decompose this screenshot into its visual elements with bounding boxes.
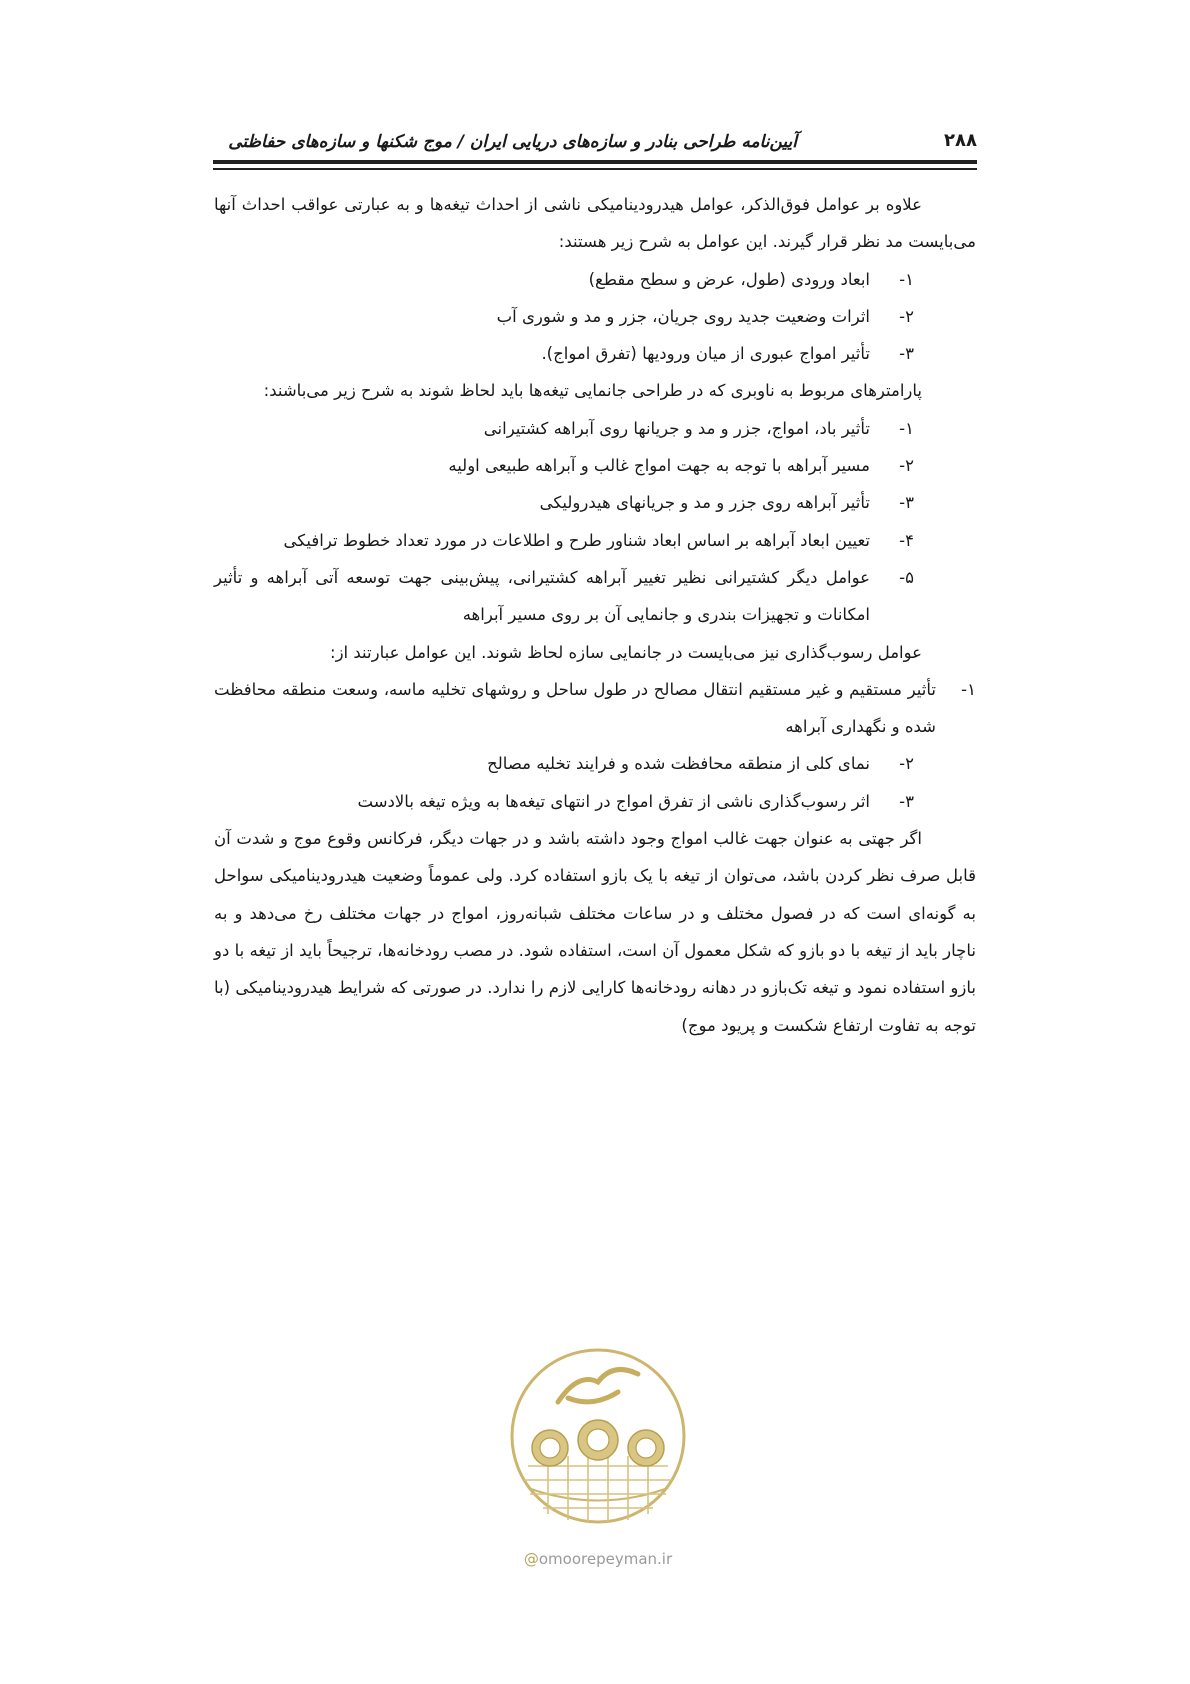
list-item-number: ۳- [899,493,914,513]
omoorepeyman-logo-icon [488,1338,708,1538]
list-item-text: نمای کلی از منطقه محافظت شده و فرایند تخلیه مصالح [487,754,870,774]
watermark-url: @omoorepeyman.ir [523,1550,673,1568]
header-rule-thin [213,168,977,170]
running-header [213,124,977,164]
navigation-factors-list [214,410,976,634]
list-item-text: اثرات وضعیت جدید روی جریان، جزر و مد و شوری آب [496,306,870,326]
list-item [214,559,976,634]
sediment-paragraph: عوامل رسوب‌گذاری نیز می‌بایست در جانمایی سازه لحاظ شوند. این عوامل عبارتند از: [330,642,922,662]
list-item [214,745,976,782]
sediment-factors-list [214,671,976,746]
list-item-number: ۱- [899,418,914,438]
list-item-number: ۲- [899,306,914,326]
list-item-text: تأثیر باد، امواج، جزر و مد و جریانها روی آبراهه کشتیرانی [483,418,870,438]
list-item-number: ۲- [899,754,914,774]
list-item-number: ۵- [899,567,914,587]
sediment-factors-list-continued [214,745,976,820]
list-item-text: تأثیر مستقیم و غیر مستقیم انتقال مصالح در طول ساحل و روشهای تخلیه ماسه، وسعت منطقه محافظت شده و نگهداری آبراهه [214,679,936,737]
list-item [214,261,976,298]
page-number: ۲۸۸ [944,130,977,151]
list-item [214,783,976,820]
list-item [214,410,976,447]
list-item-text: ابعاد ورودی (طول، عرض و سطح مقطع) [588,269,870,289]
body-text [214,186,976,1044]
list-item-number: ۱- [961,679,976,699]
header-title: آیین‌نامه طراحی بنادر و سازه‌های دریایی ایران / موج شکنها و سازه‌های حفاظتی [228,132,797,152]
list-item-text: تأثیر امواج عبوری از میان ورودیها (تفرق امواج). [541,344,870,364]
list-item-text: تعیین ابعاد آبراهه بر اساس ابعاد شناور طرح و اطلاعات در مورد تعداد خطوط ترافیکی [283,530,870,550]
list-item-text: عوامل دیگر کشتیرانی نظیر تغییر آبراهه کشتیرانی، پیش‌بینی جهت توسعه آتی آبراهه و تأثیر امکانات و تجهیزات بندری و جانمایی آن بر روی مسیر آبراهه [214,567,870,625]
list-item [214,522,976,559]
list-item-number: ۳- [899,791,914,811]
list-item [214,671,976,746]
intro-paragraph: علاوه بر عوامل فوق‌الذکر، عوامل هیدرودینامیکی ناشی از احداث تیغه‌ها و به عبارتی عواقب احداث آنها می‌بایست مد نظر قرار گیرند. این عوامل به شرح زیر هستند: [214,195,976,252]
list-item [214,298,976,335]
hydrodynamic-factors-list [214,261,976,373]
list-item-number: ۳- [899,344,914,364]
list-item-number: ۱- [899,269,914,289]
list-item-text: اثر رسوب‌گذاری ناشی از تفرق امواج در انتهای تیغه‌ها به ویژه تیغه بالادست [357,791,870,811]
list-item-text: مسیر آبراهه با توجه به جهت امواج غالب و آبراهه طبیعی اولیه [448,456,870,476]
closing-paragraph: اگر جهتی به عنوان جهت غالب امواج وجود داشته باشد و در جهات دیگر، فرکانس وقوع موج و شدت آن قابل صرف نظر کردن باشد، می‌توان از تیغه با یک بازو استفاده کرد. ولی عموماً وضعیت هیدرودینامیکی سواحل به گونه‌ای است که در فصول مختلف و در ساعات مختلف شبانه‌روز، امواج در جهات مختلف رخ می‌دهد و به ناچار باید از تیغه با دو بازو که شکل معمول آن است، استفاده شود. در مصب رودخانه‌ها، ترجیحاً باید از تیغه با دو بازو استفاده نمود و تیغه تک‌بازو در دهانه رودخانه‌ها کارایی لازم را ندارد. در صورتی که شرایط هیدرودینامیکی (با توجه به تفاوت ارتفاع شکست و پریود موج) [214,829,976,1035]
list-item [214,335,976,372]
navigation-paragraph: پارامترهای مربوط به ناوبری که در طراحی جانمایی تیغه‌ها باید لحاظ شوند به شرح زیر می‌باشند: [263,381,922,401]
list-item [214,484,976,521]
list-item-text: تأثیر آبراهه روی جزر و مد و جریانهای هیدرولیکی [539,493,870,513]
list-item [214,447,976,484]
list-item-number: ۴- [899,530,914,550]
list-item-number: ۲- [899,456,914,476]
header-rule-thick [213,160,977,164]
